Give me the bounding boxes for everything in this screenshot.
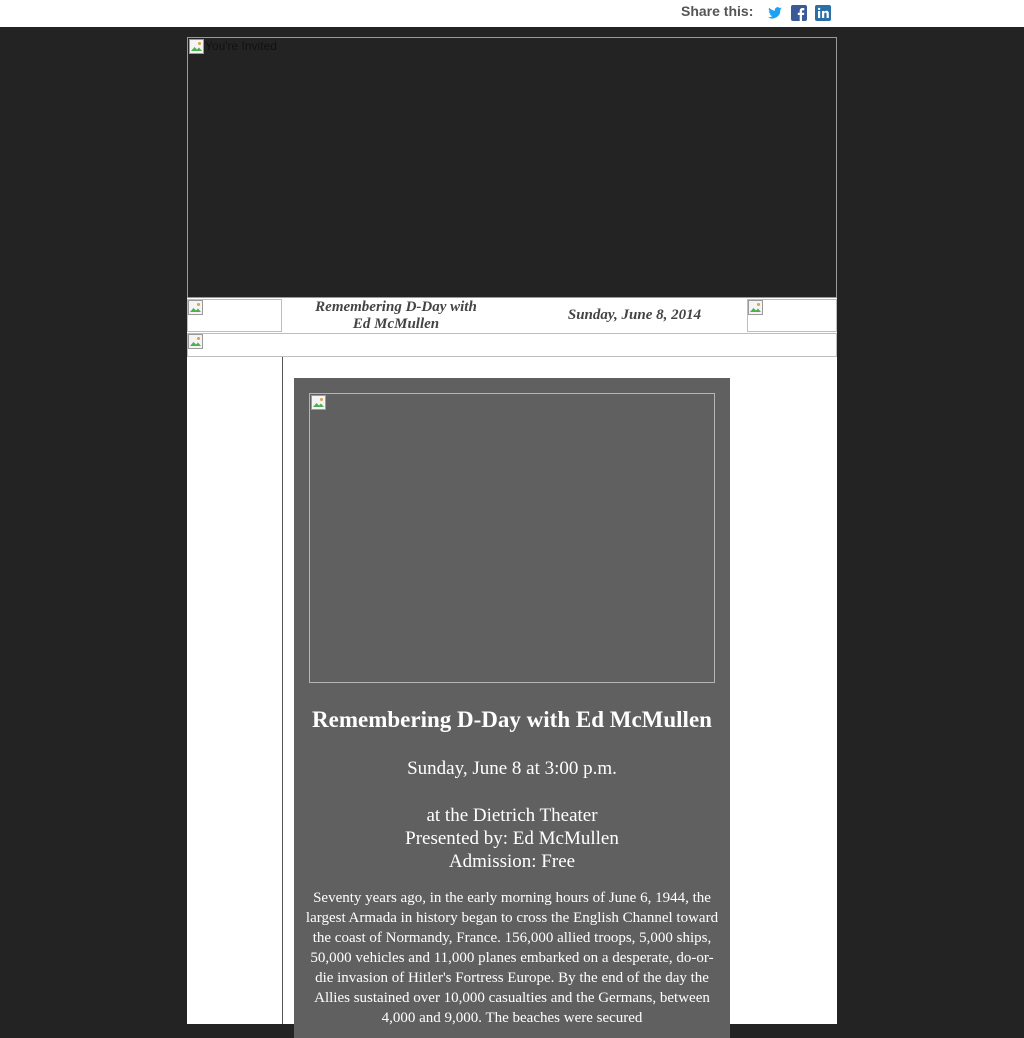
broken-image-icon — [311, 395, 327, 411]
event-location: at the Dietrich Theater — [426, 805, 598, 826]
hero-alt-text: You're Invited — [205, 39, 277, 53]
divider-image — [187, 333, 837, 357]
broken-image-icon — [188, 334, 204, 350]
share-bar — [0, 0, 1024, 27]
title-bar-right-image — [747, 299, 837, 332]
broken-image-icon — [188, 300, 204, 316]
broken-image-icon — [189, 39, 205, 55]
share-label: Share this: — [681, 3, 754, 19]
title-bar-title-line2: Ed McMullen — [352, 316, 440, 332]
linkedin-icon[interactable] — [815, 5, 831, 21]
title-bar-title — [282, 299, 510, 333]
event-image — [309, 393, 715, 683]
event-title: Remembering D-Day with Ed McMullen — [312, 707, 712, 732]
event-admission: Admission: Free — [448, 851, 576, 872]
title-bar-left-image — [187, 299, 282, 332]
title-bar — [187, 298, 837, 333]
title-bar-title-line1: Remembering D-Day with — [315, 299, 477, 315]
hero-alt — [189, 39, 277, 55]
right-column — [746, 357, 837, 1024]
event-datetime: Sunday, June 8 at 3:00 p.m. — [407, 758, 617, 779]
left-column — [187, 357, 282, 1024]
twitter-icon[interactable] — [767, 5, 783, 21]
event-details — [294, 804, 730, 873]
title-bar-date: Sunday, June 8, 2014 — [567, 307, 702, 323]
broken-image-icon — [748, 300, 764, 316]
facebook-icon[interactable] — [791, 5, 807, 21]
event-card — [294, 378, 730, 1038]
event-presenter: Presented by: Ed McMullen — [405, 828, 619, 849]
hero-banner-image — [187, 37, 837, 298]
event-description: Seventy years ago, in the early morning hours of June 6, 1944, the largest Armada in history began to cross the English Channel toward the coast of Normandy, France. 156,000 allied troops, 5,000 ships, 50,000 vehicles and 11,000 planes embarked on a desperate, do-or-die invasion of Hitler's Fortress Europe. By the end of the day the Allies sustained over 10,000 casualties and the Germans, between 4,000 and 9,000. The beaches were secured — [305, 890, 719, 1026]
